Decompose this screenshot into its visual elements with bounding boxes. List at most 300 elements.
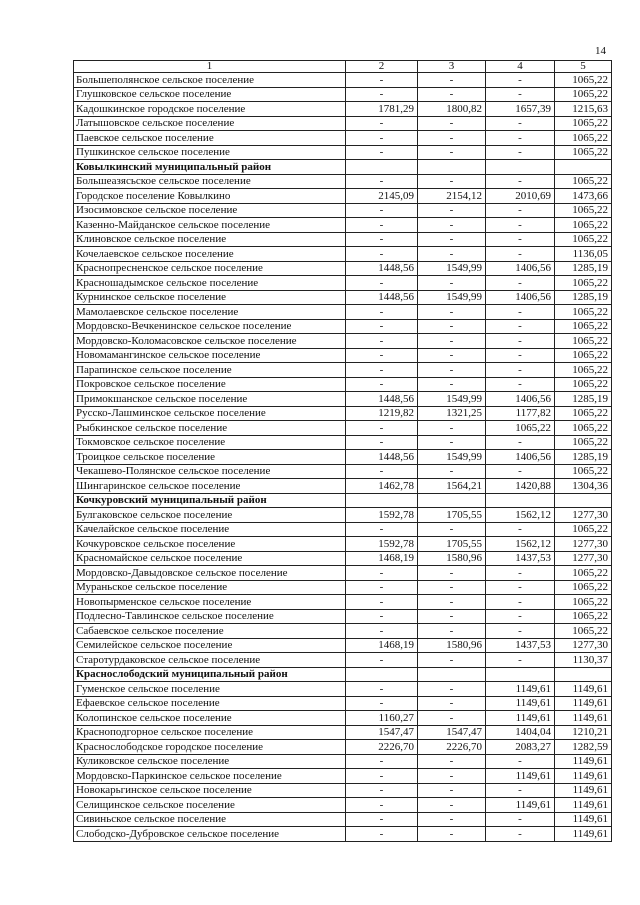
value-cell-col3: - <box>418 87 486 102</box>
value-cell-col2: - <box>346 798 418 813</box>
value-cell-col4: - <box>486 174 555 189</box>
value-cell-col3: - <box>418 464 486 479</box>
value-cell-col2: - <box>346 305 418 320</box>
value-cell-col4: 1065,22 <box>486 421 555 436</box>
table-row <box>74 812 612 827</box>
value-cell-col4: - <box>486 595 555 610</box>
value-cell-col2: - <box>346 682 418 697</box>
value-cell-col5: 1149,61 <box>555 754 612 769</box>
value-cell-col4: - <box>486 203 555 218</box>
value-cell-col3: - <box>418 334 486 349</box>
settlement-name: Селищинское сельское поселение <box>74 798 346 813</box>
table-row <box>74 435 612 450</box>
value-cell-col2: - <box>346 580 418 595</box>
value-cell-col5: 1065,22 <box>555 218 612 233</box>
table-row <box>74 218 612 233</box>
settlement-name: Ефаевское сельское поселение <box>74 696 346 711</box>
value-cell-col2: - <box>346 319 418 334</box>
table-row <box>74 508 612 523</box>
value-cell-col3: - <box>418 769 486 784</box>
settlement-name: Красноподгорное сельское поселение <box>74 725 346 740</box>
table-row <box>74 116 612 131</box>
section-row <box>74 160 612 175</box>
settlement-name: Токмовское сельское поселение <box>74 435 346 450</box>
value-cell-col2: - <box>346 435 418 450</box>
section-title: Ковылкинский муниципальный район <box>74 160 346 175</box>
value-cell-col2: 1219,82 <box>346 406 418 421</box>
value-cell-col3: - <box>418 595 486 610</box>
value-cell-col3: - <box>418 827 486 842</box>
value-cell-col4: - <box>486 305 555 320</box>
value-cell-col3: 1549,99 <box>418 290 486 305</box>
table-row <box>74 827 612 842</box>
value-cell-col2: - <box>346 247 418 262</box>
value-cell-col3: 1321,25 <box>418 406 486 421</box>
value-cell-col2: 1448,56 <box>346 290 418 305</box>
value-cell-col5: 1065,22 <box>555 334 612 349</box>
table-row <box>74 450 612 465</box>
value-cell-col3: - <box>418 174 486 189</box>
settlement-name: Краснослободское городское поселение <box>74 740 346 755</box>
value-cell-col5: 1065,22 <box>555 73 612 88</box>
value-cell-col5: 1210,21 <box>555 725 612 740</box>
empty-cell <box>486 493 555 508</box>
value-cell-col3: 1549,99 <box>418 392 486 407</box>
settlement-name: Новопырменское сельское поселение <box>74 595 346 610</box>
value-cell-col4: - <box>486 218 555 233</box>
settlement-name: Парапинское сельское поселение <box>74 363 346 378</box>
empty-cell <box>346 493 418 508</box>
table-row <box>74 203 612 218</box>
value-cell-col3: - <box>418 348 486 363</box>
value-cell-col2: - <box>346 421 418 436</box>
value-cell-col4: - <box>486 812 555 827</box>
table-row <box>74 580 612 595</box>
empty-cell <box>418 160 486 175</box>
value-cell-col5: 1065,22 <box>555 421 612 436</box>
value-cell-col3: - <box>418 522 486 537</box>
value-cell-col3: 2226,70 <box>418 740 486 755</box>
settlement-name: Большеазясьское сельское поселение <box>74 174 346 189</box>
settlement-name: Мордовско-Паркинское сельское поселение <box>74 769 346 784</box>
settlement-name: Глушковское сельское поселение <box>74 87 346 102</box>
value-cell-col2: - <box>346 145 418 160</box>
value-cell-col4: - <box>486 464 555 479</box>
value-cell-col3: - <box>418 218 486 233</box>
value-cell-col2: - <box>346 174 418 189</box>
settlement-name: Новокарьгинское сельское поселение <box>74 783 346 798</box>
value-cell-col5: 1065,22 <box>555 276 612 291</box>
value-cell-col4: - <box>486 827 555 842</box>
value-cell-col2: - <box>346 769 418 784</box>
settlement-name: Мордовско-Давыдовское сельское поселение <box>74 566 346 581</box>
value-cell-col3: - <box>418 783 486 798</box>
settlement-name: Паевское сельское поселение <box>74 131 346 146</box>
value-cell-col5: 1065,22 <box>555 522 612 537</box>
settlement-name: Курнинское сельское поселение <box>74 290 346 305</box>
settlement-name: Слободско-Дубровское сельское поселение <box>74 827 346 842</box>
value-cell-col4: 1420,88 <box>486 479 555 494</box>
column-header: 4 <box>486 61 555 73</box>
value-cell-col5: 1149,61 <box>555 798 612 813</box>
value-cell-col4: 1149,61 <box>486 696 555 711</box>
value-cell-col5: 1065,22 <box>555 305 612 320</box>
value-cell-col4: 1149,61 <box>486 682 555 697</box>
settlement-name: Латышовское сельское поселение <box>74 116 346 131</box>
section-row <box>74 667 612 682</box>
value-cell-col5: 1065,22 <box>555 435 612 450</box>
table-row <box>74 696 612 711</box>
value-cell-col4: - <box>486 435 555 450</box>
table-row <box>74 609 612 624</box>
value-cell-col2: - <box>346 783 418 798</box>
value-cell-col2: - <box>346 653 418 668</box>
value-cell-col3: 1549,99 <box>418 450 486 465</box>
value-cell-col2: - <box>346 218 418 233</box>
value-cell-col2: 1468,19 <box>346 638 418 653</box>
value-cell-col3: 1580,96 <box>418 638 486 653</box>
value-cell-col5: 1136,05 <box>555 247 612 262</box>
value-cell-col5: 1065,22 <box>555 624 612 639</box>
table-row <box>74 232 612 247</box>
value-cell-col2: - <box>346 624 418 639</box>
table-row <box>74 711 612 726</box>
table-row <box>74 377 612 392</box>
settlement-name: Пушкинское сельское поселение <box>74 145 346 160</box>
value-cell-col4: 1404,04 <box>486 725 555 740</box>
value-cell-col3: 2154,12 <box>418 189 486 204</box>
value-cell-col3: - <box>418 203 486 218</box>
value-cell-col4: - <box>486 145 555 160</box>
value-cell-col5: 1149,61 <box>555 827 612 842</box>
table-row <box>74 798 612 813</box>
table-row <box>74 406 612 421</box>
value-cell-col3: - <box>418 276 486 291</box>
table-row <box>74 363 612 378</box>
settlement-name: Казенно-Майданское сельское поселение <box>74 218 346 233</box>
data-table <box>73 60 612 842</box>
value-cell-col5: 1285,19 <box>555 450 612 465</box>
value-cell-col5: 1149,61 <box>555 711 612 726</box>
value-cell-col3: - <box>418 812 486 827</box>
empty-cell <box>555 160 612 175</box>
column-header: 3 <box>418 61 486 73</box>
value-cell-col5: 1282,59 <box>555 740 612 755</box>
value-cell-col4: - <box>486 609 555 624</box>
value-cell-col5: 1065,22 <box>555 580 612 595</box>
value-cell-col3: 1547,47 <box>418 725 486 740</box>
value-cell-col5: 1215,63 <box>555 102 612 117</box>
settlement-name: Краснопресненское сельское поселение <box>74 261 346 276</box>
table-row <box>74 290 612 305</box>
value-cell-col5: 1065,22 <box>555 145 612 160</box>
value-cell-col4: - <box>486 363 555 378</box>
table-body <box>74 73 612 842</box>
value-cell-col5: 1065,22 <box>555 319 612 334</box>
value-cell-col4: - <box>486 276 555 291</box>
value-cell-col4: 1406,56 <box>486 392 555 407</box>
value-cell-col2: 1448,56 <box>346 261 418 276</box>
value-cell-col5: 1277,30 <box>555 508 612 523</box>
empty-cell <box>346 667 418 682</box>
settlement-name: Кочкуровское сельское поселение <box>74 537 346 552</box>
value-cell-col3: - <box>418 711 486 726</box>
value-cell-col5: 1065,22 <box>555 595 612 610</box>
table-row <box>74 522 612 537</box>
value-cell-col5: 1065,22 <box>555 203 612 218</box>
value-cell-col2: - <box>346 377 418 392</box>
value-cell-col2: 2226,70 <box>346 740 418 755</box>
empty-cell <box>486 667 555 682</box>
value-cell-col4: 1562,12 <box>486 508 555 523</box>
value-cell-col5: 1473,66 <box>555 189 612 204</box>
value-cell-col2: - <box>346 276 418 291</box>
table-row <box>74 537 612 552</box>
value-cell-col5: 1277,30 <box>555 537 612 552</box>
settlement-name: Клиновское сельское поселение <box>74 232 346 247</box>
settlement-name: Кочелаевское сельское поселение <box>74 247 346 262</box>
page-number: 14 <box>595 45 606 57</box>
value-cell-col2: - <box>346 812 418 827</box>
table-row <box>74 479 612 494</box>
value-cell-col5: 1149,61 <box>555 769 612 784</box>
table-row <box>74 174 612 189</box>
value-cell-col5: 1285,19 <box>555 290 612 305</box>
settlement-name: Подлесно-Тавлинское сельское поселение <box>74 609 346 624</box>
column-header: 1 <box>74 61 346 73</box>
settlement-name: Сабаевское сельское поселение <box>74 624 346 639</box>
value-cell-col5: 1285,19 <box>555 392 612 407</box>
value-cell-col4: - <box>486 319 555 334</box>
value-cell-col4: 1177,82 <box>486 406 555 421</box>
value-cell-col2: - <box>346 116 418 131</box>
value-cell-col5: 1065,22 <box>555 174 612 189</box>
settlement-name: Троицкое сельское поселение <box>74 450 346 465</box>
value-cell-col4: - <box>486 131 555 146</box>
value-cell-col5: 1285,19 <box>555 261 612 276</box>
value-cell-col3: - <box>418 363 486 378</box>
value-cell-col4: - <box>486 580 555 595</box>
table-row <box>74 334 612 349</box>
value-cell-col5: 1065,22 <box>555 377 612 392</box>
settlement-name: Сивиньское сельское поселение <box>74 812 346 827</box>
value-cell-col2: - <box>346 595 418 610</box>
settlement-name: Красномайское сельское поселение <box>74 551 346 566</box>
empty-cell <box>346 160 418 175</box>
value-cell-col5: 1149,61 <box>555 682 612 697</box>
value-cell-col4: - <box>486 348 555 363</box>
value-cell-col5: 1304,36 <box>555 479 612 494</box>
table-header-row <box>74 61 612 73</box>
value-cell-col2: 1448,56 <box>346 392 418 407</box>
table-row <box>74 247 612 262</box>
table-row <box>74 624 612 639</box>
value-cell-col3: - <box>418 566 486 581</box>
value-cell-col4: - <box>486 624 555 639</box>
value-cell-col2: - <box>346 754 418 769</box>
table-row <box>74 595 612 610</box>
section-row <box>74 493 612 508</box>
section-title: Краснослободский муниципальный район <box>74 667 346 682</box>
value-cell-col3: - <box>418 624 486 639</box>
value-cell-col2: 1592,78 <box>346 508 418 523</box>
table-row <box>74 145 612 160</box>
table-row <box>74 464 612 479</box>
settlement-name: Мордовско-Коломасовское сельское поселение <box>74 334 346 349</box>
empty-cell <box>418 493 486 508</box>
table-row <box>74 87 612 102</box>
settlement-name: Семилейское сельское поселение <box>74 638 346 653</box>
value-cell-col4: 1437,53 <box>486 551 555 566</box>
value-cell-col5: 1277,30 <box>555 551 612 566</box>
value-cell-col3: 1549,99 <box>418 261 486 276</box>
value-cell-col5: 1065,22 <box>555 363 612 378</box>
settlement-name: Покровское сельское поселение <box>74 377 346 392</box>
settlement-name: Шингаринское сельское поселение <box>74 479 346 494</box>
table-row <box>74 566 612 581</box>
value-cell-col2: - <box>346 609 418 624</box>
value-cell-col2: - <box>346 203 418 218</box>
value-cell-col5: 1149,61 <box>555 783 612 798</box>
value-cell-col4: - <box>486 653 555 668</box>
value-cell-col2: - <box>346 522 418 537</box>
value-cell-col5: 1065,22 <box>555 116 612 131</box>
value-cell-col3: 1705,55 <box>418 508 486 523</box>
table-row <box>74 653 612 668</box>
value-cell-col3: - <box>418 682 486 697</box>
settlement-name: Примокшанское сельское поселение <box>74 392 346 407</box>
value-cell-col2: - <box>346 348 418 363</box>
value-cell-col4: 1149,61 <box>486 769 555 784</box>
value-cell-col3: 1705,55 <box>418 537 486 552</box>
table-row <box>74 348 612 363</box>
table-row <box>74 276 612 291</box>
table-row <box>74 638 612 653</box>
value-cell-col2: 1462,78 <box>346 479 418 494</box>
table-row <box>74 319 612 334</box>
settlement-name: Изосимовское сельское поселение <box>74 203 346 218</box>
value-cell-col4: - <box>486 334 555 349</box>
value-cell-col4: - <box>486 232 555 247</box>
value-cell-col2: 1592,78 <box>346 537 418 552</box>
value-cell-col4: - <box>486 754 555 769</box>
value-cell-col3: - <box>418 145 486 160</box>
table-row <box>74 305 612 320</box>
value-cell-col3: 1564,21 <box>418 479 486 494</box>
value-cell-col3: 1800,82 <box>418 102 486 117</box>
settlement-name: Чекашево-Полянское сельское поселение <box>74 464 346 479</box>
value-cell-col4: - <box>486 566 555 581</box>
value-cell-col3: - <box>418 232 486 247</box>
settlement-name: Мордовско-Вечкенинское сельское поселение <box>74 319 346 334</box>
table-row <box>74 261 612 276</box>
settlement-name: Кадошкинское городское поселение <box>74 102 346 117</box>
value-cell-col2: - <box>346 827 418 842</box>
value-cell-col4: - <box>486 73 555 88</box>
value-cell-col4: 1657,39 <box>486 102 555 117</box>
value-cell-col4: 2010,69 <box>486 189 555 204</box>
table-row <box>74 740 612 755</box>
value-cell-col2: - <box>346 232 418 247</box>
value-cell-col5: 1149,61 <box>555 696 612 711</box>
empty-cell <box>486 160 555 175</box>
settlement-name: Красношадымское сельское поселение <box>74 276 346 291</box>
settlement-name: Колопинское сельское поселение <box>74 711 346 726</box>
value-cell-col4: 1149,61 <box>486 711 555 726</box>
empty-cell <box>418 667 486 682</box>
value-cell-col3: - <box>418 73 486 88</box>
value-cell-col5: 1065,22 <box>555 464 612 479</box>
value-cell-col3: - <box>418 435 486 450</box>
value-cell-col2: - <box>346 73 418 88</box>
value-cell-col2: 1448,56 <box>346 450 418 465</box>
value-cell-col4: - <box>486 522 555 537</box>
value-cell-col3: - <box>418 116 486 131</box>
value-cell-col4: - <box>486 783 555 798</box>
table-row <box>74 189 612 204</box>
settlement-name: Куликовское сельское поселение <box>74 754 346 769</box>
settlement-name: Старотурдаковское сельское поселение <box>74 653 346 668</box>
settlement-name: Большеполянское сельское поселение <box>74 73 346 88</box>
value-cell-col4: 2083,27 <box>486 740 555 755</box>
value-cell-col4: 1406,56 <box>486 290 555 305</box>
value-cell-col4: 1562,12 <box>486 537 555 552</box>
value-cell-col3: - <box>418 580 486 595</box>
value-cell-col4: 1437,53 <box>486 638 555 653</box>
value-cell-col3: - <box>418 421 486 436</box>
column-header: 5 <box>555 61 612 73</box>
settlement-name: Булгаковское сельское поселение <box>74 508 346 523</box>
value-cell-col5: 1130,37 <box>555 653 612 668</box>
table-row <box>74 131 612 146</box>
empty-cell <box>555 493 612 508</box>
value-cell-col3: - <box>418 305 486 320</box>
value-cell-col5: 1065,22 <box>555 566 612 581</box>
value-cell-col2: - <box>346 566 418 581</box>
table-row <box>74 682 612 697</box>
value-cell-col3: 1580,96 <box>418 551 486 566</box>
settlement-name: Мураньское сельское поселение <box>74 580 346 595</box>
table-row <box>74 392 612 407</box>
value-cell-col5: 1065,22 <box>555 87 612 102</box>
table-row <box>74 725 612 740</box>
value-cell-col2: - <box>346 696 418 711</box>
value-cell-col5: 1149,61 <box>555 812 612 827</box>
settlement-name: Новомамангинское сельское поселение <box>74 348 346 363</box>
table-row <box>74 73 612 88</box>
settlement-name: Мамолаевское сельское поселение <box>74 305 346 320</box>
value-cell-col2: - <box>346 464 418 479</box>
settlement-name: Качелайское сельское поселение <box>74 522 346 537</box>
value-cell-col2: 1160,27 <box>346 711 418 726</box>
value-cell-col2: - <box>346 131 418 146</box>
value-cell-col3: - <box>418 653 486 668</box>
empty-cell <box>555 667 612 682</box>
value-cell-col2: 1781,29 <box>346 102 418 117</box>
value-cell-col5: 1065,22 <box>555 131 612 146</box>
table-row <box>74 551 612 566</box>
value-cell-col4: 1406,56 <box>486 261 555 276</box>
value-cell-col4: - <box>486 377 555 392</box>
value-cell-col3: - <box>418 377 486 392</box>
settlement-name: Рыбкинское сельское поселение <box>74 421 346 436</box>
table-row <box>74 754 612 769</box>
settlement-name: Гуменское сельское поселение <box>74 682 346 697</box>
value-cell-col5: 1065,22 <box>555 406 612 421</box>
value-cell-col2: 2145,09 <box>346 189 418 204</box>
value-cell-col4: 1406,56 <box>486 450 555 465</box>
value-cell-col2: - <box>346 363 418 378</box>
